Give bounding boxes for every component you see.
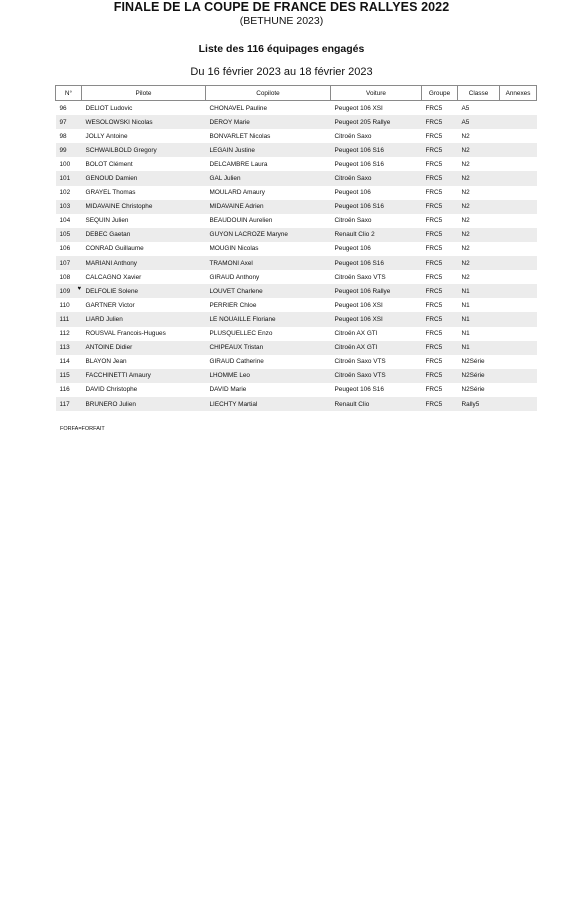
table-row [56, 214, 537, 228]
cell-classe: N1 [458, 341, 500, 355]
cell-num [56, 228, 82, 242]
cell-annexes [500, 115, 537, 129]
cell-copilote: CHIPEAUX Tristan [206, 341, 331, 355]
table-row [56, 143, 537, 157]
entry-number: 100 [59, 160, 71, 168]
cell-classe: N2 [461, 273, 470, 281]
cell-pilote: DAVID Christophe [85, 386, 138, 394]
cell-num [56, 270, 82, 284]
cell-pilote: CONRAD Guillaume [85, 245, 144, 253]
cell-groupe: FRC5 [422, 312, 458, 326]
cell-copilote: DAVID Marie [209, 386, 247, 394]
cell-voiture: Citroën Saxo [334, 132, 372, 140]
cell-voiture: Peugeot 106 S16 [334, 386, 384, 394]
cell-pilote: DELFOLIE Solene [82, 284, 206, 298]
cell-groupe: FRC5 [425, 189, 443, 197]
entry-number: 106 [59, 245, 71, 253]
entry-number: 105 [59, 231, 71, 239]
table-row [56, 101, 537, 116]
cell-pilote: LIARD Julien [82, 312, 206, 326]
cell-copilote: MIDAVAINE Adrien [206, 200, 331, 214]
column-header-voiture: Voiture [331, 86, 422, 101]
entry-number: 101 [59, 175, 71, 183]
column-header-classe: Classe [458, 86, 500, 101]
cell-pilote: GARTNER Victor [85, 301, 135, 309]
cell-classe: N2 [461, 189, 470, 197]
cell-num [56, 341, 82, 355]
cell-copilote: LEGAIN Justine [206, 143, 331, 157]
entry-number: 103 [59, 203, 71, 211]
cell-voiture: Citroën AX GTI [331, 341, 422, 355]
entry-number: 104 [59, 217, 71, 225]
cell-voiture: Peugeot 106 XSI [331, 312, 422, 326]
cell-copilote: LOUVET Charlene [206, 284, 331, 298]
cell-pilote: BRUNERO Julien [82, 397, 206, 411]
table-row [56, 312, 537, 326]
entry-number: 107 [59, 259, 71, 267]
cell-annexes [500, 157, 537, 171]
cell-num [56, 383, 82, 397]
cell-annexes [500, 298, 537, 312]
cell-pilote: MARIANI Anthony [82, 256, 206, 270]
cell-voiture: Peugeot 106 S16 [331, 200, 422, 214]
cell-classe: N1 [461, 330, 470, 338]
cell-annexes [500, 242, 537, 256]
entry-number: 110 [59, 301, 70, 309]
table-row [56, 115, 537, 129]
cell-groupe: FRC5 [422, 115, 458, 129]
cell-num [56, 355, 82, 369]
cell-copilote: GAL Julien [206, 171, 331, 185]
cell-copilote: GIRAUD Catherine [209, 358, 264, 366]
cell-classe: N2 [458, 143, 500, 157]
cell-num [56, 242, 82, 256]
cell-classe: A5 [458, 115, 500, 129]
table-row [56, 327, 537, 341]
table-row [56, 298, 537, 312]
cell-pilote: ANTOINE Didier [82, 341, 206, 355]
cell-groupe: FRC5 [422, 341, 458, 355]
cell-num [56, 256, 82, 270]
table-row [56, 397, 537, 411]
cell-classe: N2 [458, 228, 500, 242]
cell-annexes [500, 327, 537, 341]
cell-copilote: PLUSQUELLEC Enzo [209, 330, 273, 338]
cell-annexes [500, 228, 537, 242]
entry-number: 115 [59, 372, 70, 380]
entries-table [55, 85, 537, 411]
cell-voiture: Citroën AX GTI [334, 330, 378, 338]
table-row [56, 369, 537, 383]
cell-voiture: Peugeot 205 Rallye [331, 115, 422, 129]
cell-annexes [500, 186, 537, 200]
cell-classe: N2 [458, 256, 500, 270]
table-row [56, 242, 537, 256]
cell-classe: A5 [461, 104, 470, 112]
entry-number: 111 [59, 315, 70, 323]
cell-groupe: FRC5 [425, 132, 443, 140]
table-row [56, 256, 537, 270]
cell-pilote: FACCHINETTI Amaury [82, 369, 206, 383]
cell-pilote: DEBEC Gaetan [82, 228, 206, 242]
cell-groupe: FRC5 [425, 245, 443, 253]
cell-voiture: Peugeot 106 S16 [334, 160, 384, 168]
cell-annexes [500, 312, 537, 326]
column-header-copilote: Copilote [206, 86, 331, 101]
column-header-num: N° [56, 86, 82, 101]
cell-classe: N1 [458, 284, 500, 298]
cell-voiture: Citroën Saxo [334, 217, 372, 225]
cell-annexes [500, 214, 537, 228]
cell-voiture: Renault Clio [331, 397, 422, 411]
cell-annexes [500, 101, 537, 116]
cell-groupe: FRC5 [422, 256, 458, 270]
cell-groupe: FRC5 [425, 301, 443, 309]
cell-groupe: FRC5 [422, 143, 458, 157]
cell-classe: N1 [461, 301, 470, 309]
cell-voiture: Peugeot 106 S16 [331, 143, 422, 157]
cell-annexes [500, 143, 537, 157]
entry-number: 109 [59, 287, 71, 295]
document-subtitle: (BETHUNE 2023) [239, 15, 324, 27]
cell-voiture: Peugeot 106 [334, 189, 371, 197]
list-title: Liste des 116 équipages engagés [198, 43, 365, 55]
cell-annexes [500, 341, 537, 355]
cell-groupe: FRC5 [422, 228, 458, 242]
cell-copilote: BEAUDOUIN Aurelien [209, 217, 273, 225]
cell-num [56, 101, 82, 116]
cell-copilote: MOULARD Amaury [209, 189, 265, 197]
table-row [56, 284, 537, 298]
heart-icon: ♥ [77, 286, 82, 293]
cell-groupe: FRC5 [425, 104, 443, 112]
cell-num [56, 200, 82, 214]
cell-num [56, 214, 82, 228]
cell-classe: N2 [461, 217, 470, 225]
cell-pilote: DELIOT Ludovic [85, 104, 133, 112]
cell-num [56, 129, 82, 143]
table-row [56, 228, 537, 242]
cell-annexes [500, 383, 537, 397]
cell-copilote: TRAMONI Axel [206, 256, 331, 270]
table-row [56, 270, 537, 284]
cell-num [56, 298, 82, 312]
cell-copilote: BONVARLET Nicolas [209, 132, 271, 140]
table-row [56, 129, 537, 143]
cell-pilote: SEQUIN Julien [85, 217, 129, 225]
cell-voiture: Peugeot 106 XSI [334, 104, 383, 112]
cell-num [56, 369, 82, 383]
cell-groupe: FRC5 [425, 386, 443, 394]
entry-number: 117 [59, 400, 70, 408]
cell-voiture: Citroën Saxo VTS [334, 273, 386, 281]
table-row [56, 171, 537, 185]
cell-groupe: FRC5 [425, 330, 443, 338]
cell-voiture: Renault Clio 2 [331, 228, 422, 242]
cell-classe: N2 [461, 245, 470, 253]
cell-voiture: Peugeot 106 [334, 245, 371, 253]
cell-classe: N2Série [461, 358, 485, 366]
column-header-groupe: Groupe [422, 86, 458, 101]
cell-pilote: WESOLOWSKI Nicolas [82, 115, 206, 129]
column-header-annexes: Annexes [500, 86, 537, 101]
cell-groupe: FRC5 [422, 369, 458, 383]
cell-annexes [500, 284, 537, 298]
cell-groupe: FRC5 [422, 171, 458, 185]
entry-number: 116 [59, 386, 70, 394]
cell-pilote: ROUSVAL Francois-Hugues [85, 330, 166, 338]
cell-num [56, 115, 82, 129]
cell-voiture: Citroën Saxo [331, 171, 422, 185]
cell-copilote: LIECHTY Martial [206, 397, 331, 411]
entry-number: 114 [59, 358, 70, 366]
cell-copilote: LE NOUAILLE Floriane [206, 312, 331, 326]
cell-copilote: DELCAMBRE Laura [209, 160, 268, 168]
entry-number: 99 [59, 146, 67, 154]
cell-num [56, 312, 82, 326]
footnote: FORFA=FORFAIT [60, 426, 105, 432]
table-row [56, 157, 537, 171]
cell-annexes [500, 270, 537, 284]
table-row [56, 383, 537, 397]
cell-annexes [500, 129, 537, 143]
cell-num [56, 186, 82, 200]
cell-classe: N2 [458, 200, 500, 214]
cell-copilote: PERRIER Chloe [209, 301, 257, 309]
entry-number: 108 [59, 273, 71, 281]
cell-annexes [500, 171, 537, 185]
cell-copilote: MOUGIN Nicolas [209, 245, 259, 253]
cell-annexes [500, 355, 537, 369]
cell-pilote: MIDAVAINE Christophe [82, 200, 206, 214]
table-row [56, 200, 537, 214]
entry-number: 97 [59, 118, 67, 126]
cell-groupe: FRC5 [425, 358, 443, 366]
entry-number: 96 [59, 104, 67, 112]
date-range: Du 16 février 2023 au 18 février 2023 [190, 66, 373, 78]
cell-classe: Rally5 [458, 397, 500, 411]
cell-num [56, 397, 82, 411]
entry-number: 102 [59, 189, 71, 197]
table-row [56, 186, 537, 200]
cell-classe: N1 [458, 312, 500, 326]
cell-groupe: FRC5 [425, 160, 443, 168]
entry-number: 98 [59, 132, 67, 140]
cell-classe: N2Série [458, 369, 500, 383]
cell-pilote: BOLOT Clément [85, 160, 133, 168]
column-header-pilote: Pilote [82, 86, 206, 101]
cell-classe: N2 [458, 171, 500, 185]
cell-copilote: GUYON LACROZE Maryne [206, 228, 331, 242]
cell-classe: N2 [461, 160, 470, 168]
cell-annexes [500, 397, 537, 411]
cell-copilote: CHONAVEL Pauline [209, 104, 268, 112]
table-row [56, 355, 537, 369]
cell-num [56, 171, 82, 185]
cell-groupe: FRC5 [422, 284, 458, 298]
cell-num [56, 143, 82, 157]
cell-num [56, 327, 82, 341]
cell-voiture: Peugeot 106 XSI [334, 301, 383, 309]
cell-copilote: DEROY Marie [206, 115, 331, 129]
cell-annexes [500, 200, 537, 214]
cell-groupe: FRC5 [425, 273, 443, 281]
table-header-row [56, 86, 537, 101]
entry-number: 113 [59, 344, 70, 352]
cell-voiture: Citroën Saxo VTS [334, 358, 386, 366]
cell-voiture: Peugeot 106 Rallye [331, 284, 422, 298]
cell-pilote: GRAYEL Thomas [85, 189, 136, 197]
cell-annexes [500, 369, 537, 383]
cell-copilote: LHOMME Leo [206, 369, 331, 383]
cell-groupe: FRC5 [422, 200, 458, 214]
cell-pilote: BLAYON Jean [85, 358, 127, 366]
document-title: FINALE DE LA COUPE DE FRANCE DES RALLYES 2022 [113, 0, 450, 14]
table-row [56, 341, 537, 355]
cell-classe: N2Série [461, 386, 485, 394]
cell-classe: N2 [461, 132, 470, 140]
cell-groupe: FRC5 [422, 397, 458, 411]
cell-pilote: SCHWAILBOLD Gregory [82, 143, 206, 157]
cell-voiture: Peugeot 106 S16 [331, 256, 422, 270]
cell-pilote: GENOUD Damien [82, 171, 206, 185]
cell-groupe: FRC5 [425, 217, 443, 225]
entry-number: 112 [59, 330, 70, 338]
cell-voiture: Citroën Saxo VTS [331, 369, 422, 383]
cell-copilote: GIRAUD Anthony [209, 273, 260, 281]
cell-pilote: JOLLY Antoine [85, 132, 128, 140]
cell-num [56, 157, 82, 171]
cell-annexes [500, 256, 537, 270]
cell-num [56, 284, 82, 298]
cell-pilote: CALCAGNO Xavier [85, 273, 142, 281]
